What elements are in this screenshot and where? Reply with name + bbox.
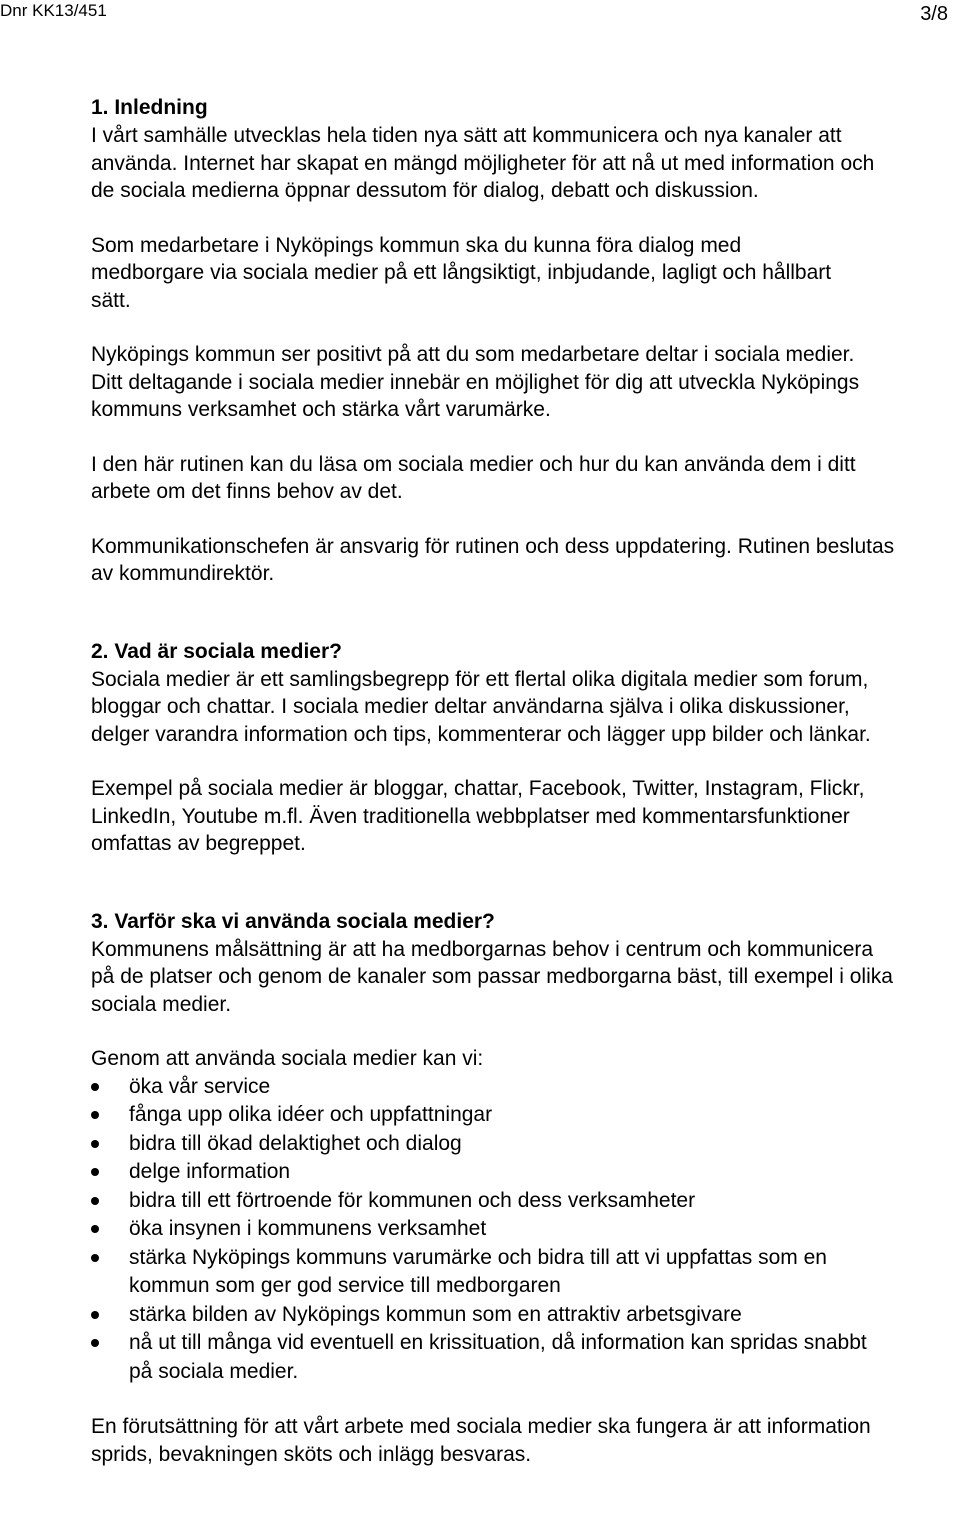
paragraph: Kommunens målsättning är att ha medborgarnas behov i centrum och kommunicera på de platser och genom de kanaler som passar medborgarna bäst, till exempel i olika sociala medier. bbox=[91, 937, 893, 1016]
list-item bbox=[91, 1244, 881, 1301]
list-item-text: bidra till ökad delaktighet och dialog bbox=[129, 1131, 462, 1155]
paragraph: Exempel på sociala medier är bloggar, chattar, Facebook, Twitter, Instagram, Flickr, LinkedIn, Youtube m.fl. Även traditionella webbplatser med kommentarsfunktioner omfattas av begreppet. bbox=[91, 777, 865, 855]
list-item-text: nå ut till många vid eventuell en krissituation, då information kan spridas snabbt på sociala medier. bbox=[129, 1331, 867, 1383]
bullet-icon bbox=[91, 1168, 99, 1176]
document-number: Dnr KK13/451 bbox=[0, 1, 107, 20]
list-item bbox=[91, 1215, 881, 1244]
paragraph: Sociala medier är ett samlingsbegrepp för ett flertal olika digitala medier som forum, bloggar och chattar. I sociala medier deltar användarna själva i olika diskussioner, delger varandra information och tips, kommenterar och lägger upp bilder och länkar. bbox=[91, 667, 871, 746]
bullet-icon bbox=[91, 1225, 99, 1233]
paragraph: Som medarbetare i Nyköpings kommun ska du kunna föra dialog med medborgare via sociala medier på ett långsiktigt, inbjudande, lagligt och hållbart sätt. bbox=[91, 233, 832, 312]
page-header bbox=[0, 0, 960, 30]
paragraph: Nyköpings kommun ser positivt på att du som medarbetare deltar i sociala medier. Ditt deltagande i sociala medier innebär en möjlighet för dig att utveckla Nyköpings kommuns verksamhet och stärka vårt varumärke. bbox=[91, 343, 860, 421]
paragraph: Kommunikationschefen är ansvarig för rutinen och dess uppdatering. Rutinen beslutas av kommundirektör. bbox=[91, 534, 895, 585]
list-item-text: öka insynen i kommunens verksamhet bbox=[129, 1217, 487, 1240]
bullet-icon bbox=[91, 1339, 99, 1347]
paragraph: I den här rutinen kan du läsa om sociala medier och hur du kan använda dem i ditt arbete om det finns behov av det. bbox=[91, 452, 856, 503]
bullet-icon bbox=[91, 1254, 99, 1262]
list-item bbox=[91, 1301, 881, 1330]
list-item-text: öka vår service bbox=[129, 1074, 271, 1098]
list-item-text: delge information bbox=[129, 1160, 291, 1183]
section-heading-inledning: 1. Inledning bbox=[91, 96, 208, 119]
bullet-icon bbox=[91, 1197, 99, 1205]
list-item bbox=[91, 1073, 881, 1102]
list-item-text: stärka bilden av Nyköpings kommun som en attraktiv arbetsgivare bbox=[129, 1302, 742, 1326]
list-intro: Genom att använda sociala medier kan vi: bbox=[91, 1047, 484, 1070]
document-body bbox=[91, 94, 921, 1468]
list-item bbox=[91, 1101, 881, 1130]
list-item-text: stärka Nyköpings kommuns varumärke och bidra till att vi uppfattas som en kommun som ger god service till medborgaren bbox=[129, 1245, 827, 1297]
bullet-icon bbox=[91, 1140, 99, 1148]
list-item bbox=[91, 1187, 881, 1216]
section-heading-vad-ar-sociala-medier: 2. Vad är sociala medier? bbox=[91, 639, 342, 663]
list-item-text: fånga upp olika idéer och uppfattningar bbox=[129, 1103, 493, 1126]
list-item-text: bidra till ett förtroende för kommunen och dess verksamheter bbox=[129, 1188, 696, 1212]
section-heading-varfor-sociala-medier: 3. Varför ska vi använda sociala medier? bbox=[91, 909, 495, 933]
paragraph: I vårt samhälle utvecklas hela tiden nya sätt att kommunicera och nya kanaler att använda. Internet har skapat en mängd möjligheter för att nå ut med information och de sociala medierna öppnar dessutom för dialog, debatt och diskussion. bbox=[91, 124, 875, 202]
list-item bbox=[91, 1158, 881, 1187]
page-number: 3/8 bbox=[920, 3, 948, 25]
benefits-list bbox=[91, 1073, 881, 1387]
bullet-icon bbox=[91, 1311, 99, 1319]
list-item bbox=[91, 1130, 881, 1159]
bullet-icon bbox=[91, 1083, 99, 1091]
paragraph: En förutsättning för att vårt arbete med sociala medier ska fungera är att information sprids, bevakningen sköts och inlägg besvaras. bbox=[91, 1415, 871, 1466]
bullet-icon bbox=[91, 1111, 99, 1119]
list-item bbox=[91, 1329, 881, 1386]
